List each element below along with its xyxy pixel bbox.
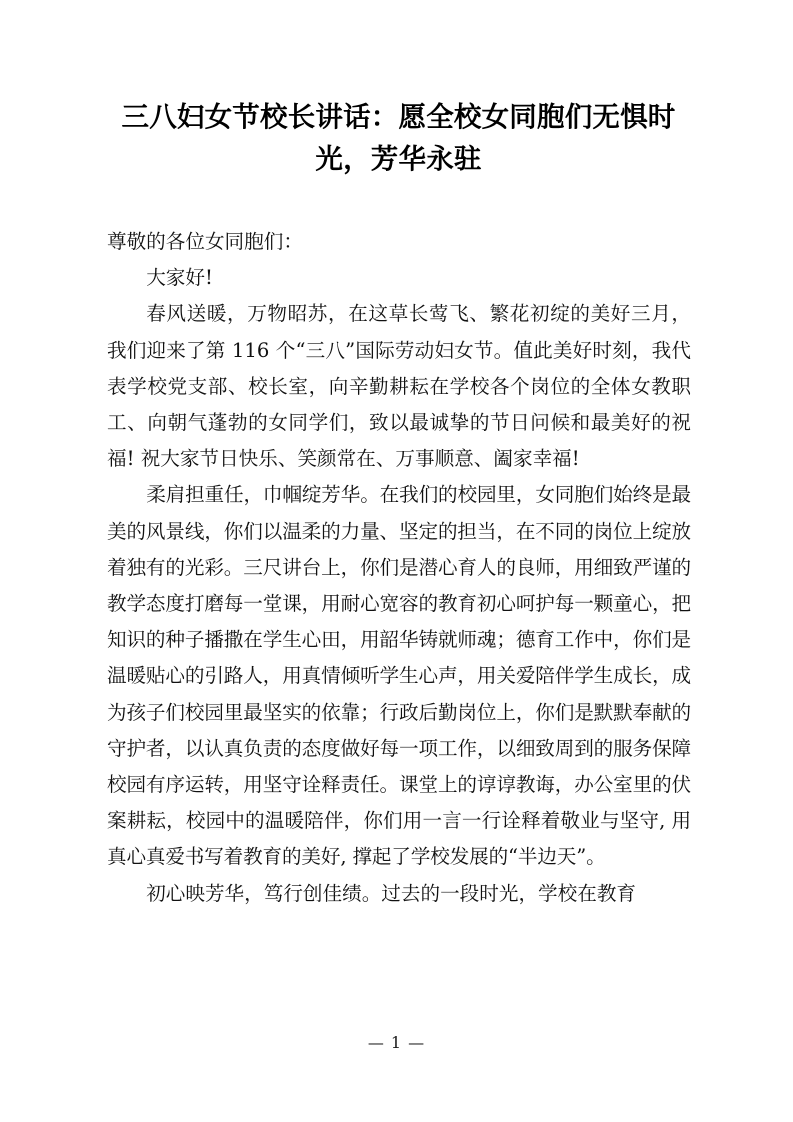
page-title: 三八妇女节校长讲话：愿全校女同胞们无惧时光，芳华永驻: [121, 101, 676, 174]
document-body: [107, 224, 691, 912]
page-number-footer: — 1 —: [367, 1033, 426, 1052]
body-paragraph-2: 柔肩担重任，巾帼绽芳华。在我们的校园里，女同胞们始终是最美的风景线，你们以温柔的力量、坚定的担当，在不同的岗位上绽放着独有的光彩。三尺讲台上，你们是潜心育人的良师，用细致严谨的教学态度打磨每一堂课，用耐心宽容的教育初心呵护每一颗童心，把知识的种子播撒在学生心田，用韶华铸就师魂；德育工作中，你们是温暖贴心的引路人，用真情倾听学生心声，用关爱陪伴学生成长，成为孩子们校园里最坚实的依靠；行政后勤岗位上，你们是默默奉献的守护者，以认真负责的态度做好每一项工作，以细致周到的服务保障校园有序运转，用坚守诠释责任。课堂上的谆谆教诲，办公室里的伏案耕耘，校园中的温暖陪伴，你们用一言一行诠释着敬业与坚守, 用真心真爱书写着教育的美好, 撑起了学校发展的“半边天”。: [107, 483, 691, 869]
body-paragraph-3: 初心映芳华，笃行创佳绩。过去的一段时光，学校在教育: [146, 881, 637, 905]
salutation-line: 尊敬的各位女同胞们：: [107, 230, 303, 253]
greeting-line: 大家好!: [146, 266, 213, 290]
body-paragraph-1: 春风送暖，万物昭苏，在这草长莺飞、繁花初绽的美好三月，我们迎来了第 116 个“三八”国际劳动妇女节。值此美好时刻，我代表学校党支部、校长室，向辛勤耕耘在学校各个岗位的全体女教职工、向朝气蓬勃的女同学们，致以最诚挚的节日问候和最美好的祝福! 祝大家节日快乐、笑颜常在、万事顺意、阖家幸福!: [107, 302, 691, 471]
